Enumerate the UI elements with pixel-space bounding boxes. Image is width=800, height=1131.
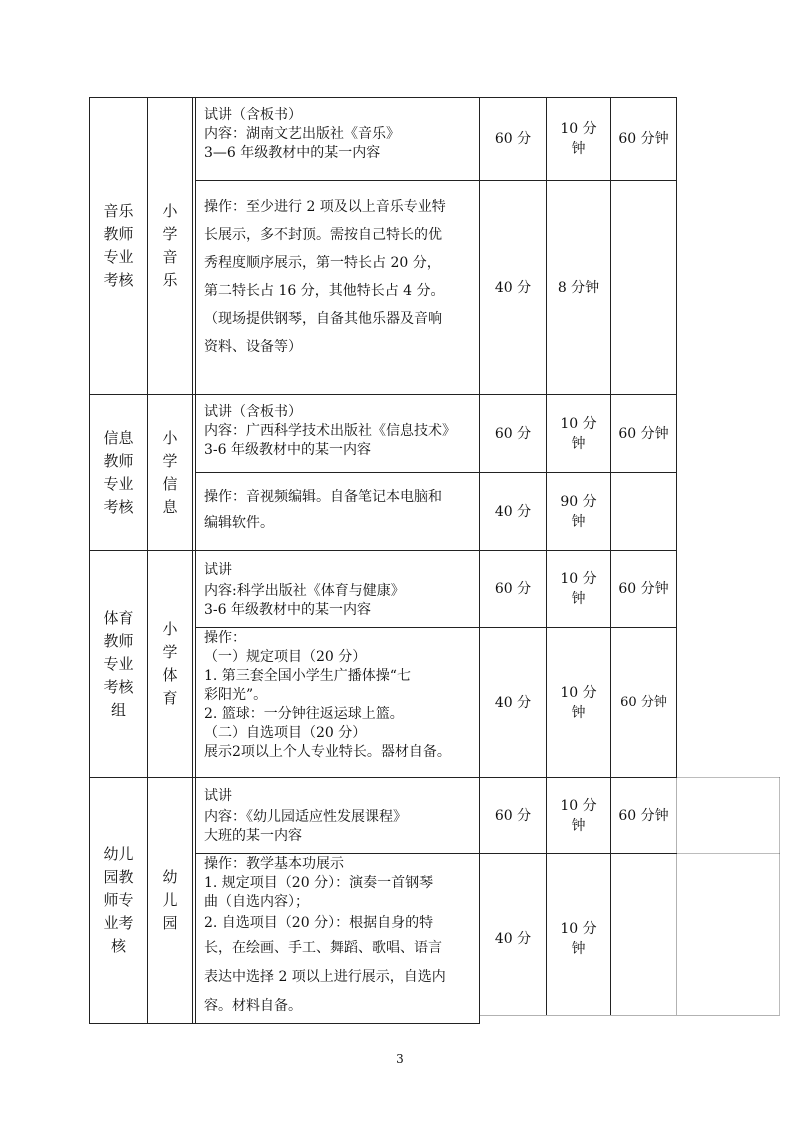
- grid-line: [779, 777, 780, 1015]
- total-time: 60 分钟: [620, 694, 667, 710]
- content-line: 彩阳光”。: [204, 687, 268, 703]
- page-number: 3: [396, 1052, 404, 1066]
- time-line: 钟: [571, 513, 586, 530]
- subject-char: 乐: [162, 271, 178, 289]
- lecture-prep-cell: [547, 98, 610, 180]
- subject-char: 学: [162, 451, 178, 470]
- content-line: 内容:科学出版社《体育与健康》: [204, 583, 405, 599]
- subject-char: 小: [162, 620, 178, 638]
- subject-cell: [148, 778, 192, 1023]
- practice-score-cell: [480, 628, 546, 777]
- total-time-cell: [611, 395, 676, 472]
- content-line: （现场提供钢琴，自备其他乐器及音响: [204, 311, 442, 327]
- content-line: 试讲: [204, 562, 232, 578]
- content-line: 曲（自选内容）；: [204, 894, 309, 910]
- content-line: 资料、设备等）: [204, 339, 302, 355]
- content-line: 2. 篮球：一分钟往返运球上篮。: [204, 706, 404, 722]
- total-time-cell: [611, 628, 676, 777]
- subject-char: 小: [162, 202, 178, 220]
- content-line: 2. 自选项目（20 分）：根据自身的特: [204, 915, 434, 931]
- category-line: 考核: [103, 497, 134, 516]
- subject-char: 学: [162, 643, 178, 661]
- content-line: 大班的某一内容: [204, 828, 302, 844]
- subject-char: 儿: [162, 891, 178, 909]
- subject-char: 小: [162, 428, 178, 447]
- total-time: 60 分钟: [618, 425, 669, 442]
- category-line: 体育: [103, 608, 134, 627]
- subject-char: 学: [162, 225, 178, 243]
- category-line: 考核: [103, 271, 134, 289]
- lecture-score-cell: [480, 98, 546, 180]
- category-line: 专业: [103, 474, 134, 493]
- total-time: 60 分钟: [618, 581, 669, 597]
- category-cell: [90, 98, 147, 394]
- time-line: 钟: [571, 817, 586, 834]
- grid-line: [89, 1023, 480, 1024]
- time-line: 10 分: [560, 415, 597, 432]
- lecture-content-cell: [196, 785, 479, 853]
- grid-line: [677, 777, 780, 778]
- category-line: 教师: [103, 451, 134, 470]
- lecture-prep-cell: [547, 778, 610, 853]
- grid-line: [676, 777, 677, 1015]
- category-line: 组: [110, 700, 126, 719]
- content-line: 秀程度顺序展示，第一特长占 20 分，: [204, 255, 441, 271]
- grid-line: [677, 853, 780, 854]
- subject-char: 音: [162, 248, 178, 266]
- subject-char: 息: [162, 497, 178, 516]
- score-value: 40 分: [494, 930, 532, 947]
- time-line: 钟: [571, 435, 586, 452]
- time-line: 10 分: [560, 797, 597, 814]
- category-line: 考核: [103, 677, 134, 696]
- content-line: 1. 规定项目（20 分）：演奏一首钢琴: [204, 875, 434, 891]
- practice-time-cell: [547, 628, 610, 777]
- content-line: 操作：教学基本功展示: [204, 856, 344, 872]
- content-line: 内容：《幼儿园适应性发展课程》: [204, 809, 407, 825]
- subject-char: 园: [162, 914, 178, 932]
- content-line: 试讲: [204, 788, 232, 804]
- subject-char: 信: [162, 474, 178, 493]
- category-line: 核: [110, 937, 126, 955]
- lecture-prep-cell: [547, 395, 610, 472]
- practice-score-cell: [480, 473, 546, 550]
- practice-content-cell: [196, 629, 479, 777]
- content-line: 试讲（含板书）: [204, 404, 302, 420]
- lecture-content-cell: [196, 106, 479, 180]
- lecture-content-cell: [196, 403, 479, 471]
- content-line: 容。材料自备。: [204, 998, 302, 1014]
- subject-char: 体: [162, 666, 178, 684]
- total-time: 60 分钟: [618, 807, 669, 824]
- time-line: 10 分: [560, 121, 597, 137]
- lecture-prep-cell: [547, 551, 610, 627]
- content-line: （二）自选项目（20 分）: [204, 725, 367, 741]
- score-value: 40 分: [494, 694, 532, 711]
- time-line: 10 分: [560, 684, 597, 701]
- content-line: 表达中选择 2 项以上进行展示，自选内: [204, 969, 446, 985]
- grid-line: [192, 97, 193, 1024]
- content-line: 3-6 年级教材中的某一内容: [204, 602, 371, 618]
- practice-time-cell: [547, 473, 610, 550]
- practice-content-cell: [196, 484, 479, 544]
- practice-time-cell: [547, 854, 610, 1023]
- time-line: 钟: [571, 141, 586, 157]
- category-line: 音乐: [103, 202, 134, 220]
- content-line: 3—6 年级教材中的某一内容: [204, 145, 381, 161]
- content-line: 操作：至少进行 2 项及以上音乐专业特: [204, 199, 446, 215]
- practice-content-cell: [196, 193, 479, 393]
- category-line: 幼儿: [103, 845, 134, 863]
- category-line: 园教: [103, 868, 134, 886]
- practice-content-cell: [196, 855, 479, 1023]
- score-value: 40 分: [494, 279, 532, 296]
- time-line: 10 分: [560, 920, 597, 937]
- content-line: 内容：广西科学技术出版社《信息技术》: [204, 423, 456, 439]
- content-line: 展示2项以上个人专业特长。器材自备。: [204, 744, 451, 760]
- content-line: 内容：湖南文艺出版社《音乐》: [204, 126, 400, 142]
- content-line: 试讲（含板书）: [204, 107, 302, 123]
- subject-char: 育: [162, 689, 178, 707]
- content-line: 长，在绘画、手工、舞蹈、歌唱、语言: [204, 940, 442, 956]
- content-line: 编辑软件。: [204, 515, 274, 531]
- category-line: 业考: [103, 914, 134, 932]
- subject-cell: [148, 395, 192, 550]
- practice-time-cell: [547, 181, 610, 394]
- score-value: 60 分: [494, 425, 532, 442]
- content-line: 3-6 年级教材中的某一内容: [204, 442, 371, 458]
- lecture-content-cell: [196, 559, 479, 627]
- practice-score-cell: [480, 181, 546, 394]
- category-line: 教师: [103, 225, 134, 243]
- content-line: 操作：音视频编辑。自备笔记本电脑和: [204, 489, 442, 505]
- category-line: 信息: [103, 428, 134, 447]
- total-time-cell: [611, 551, 676, 627]
- category-line: 专业: [103, 248, 134, 266]
- total-time-cell: [611, 98, 676, 180]
- time-line: 8 分钟: [557, 279, 600, 296]
- total-time-cell: [611, 778, 676, 853]
- category-cell: [90, 551, 147, 777]
- lecture-score-cell: [480, 395, 546, 472]
- total-time: 60 分钟: [618, 131, 669, 147]
- time-line: 10 分: [560, 571, 597, 587]
- content-line: （一）规定项目（20 分）: [204, 649, 367, 665]
- subject-cell: [148, 98, 192, 394]
- lecture-score-cell: [480, 778, 546, 853]
- category-cell: [90, 395, 147, 550]
- lecture-score-cell: [480, 551, 546, 627]
- content-line: 1. 第三套全国小学生广播体操“七: [204, 668, 411, 684]
- score-value: 60 分: [494, 131, 532, 147]
- category-line: 教师: [103, 631, 134, 650]
- subject-char: 幼: [162, 868, 178, 886]
- score-value: 60 分: [494, 807, 532, 824]
- practice-score-cell: [480, 854, 546, 1023]
- time-line: 钟: [571, 940, 586, 957]
- time-line: 90 分: [560, 493, 597, 510]
- category-line: 师专: [103, 891, 134, 909]
- content-line: 操作：: [204, 630, 246, 646]
- category-cell: [90, 778, 147, 1023]
- content-line: 长展示，多不封顶。需按自己特长的优: [204, 227, 442, 243]
- score-value: 40 分: [494, 503, 532, 520]
- category-line: 专业: [103, 654, 134, 673]
- grid-line: [676, 97, 677, 777]
- subject-cell: [148, 551, 192, 777]
- score-value: 60 分: [494, 581, 532, 597]
- time-line: 钟: [571, 704, 586, 721]
- time-line: 钟: [571, 591, 586, 607]
- content-line: 第二特长占 16 分，其他特长占 4 分。: [204, 283, 445, 299]
